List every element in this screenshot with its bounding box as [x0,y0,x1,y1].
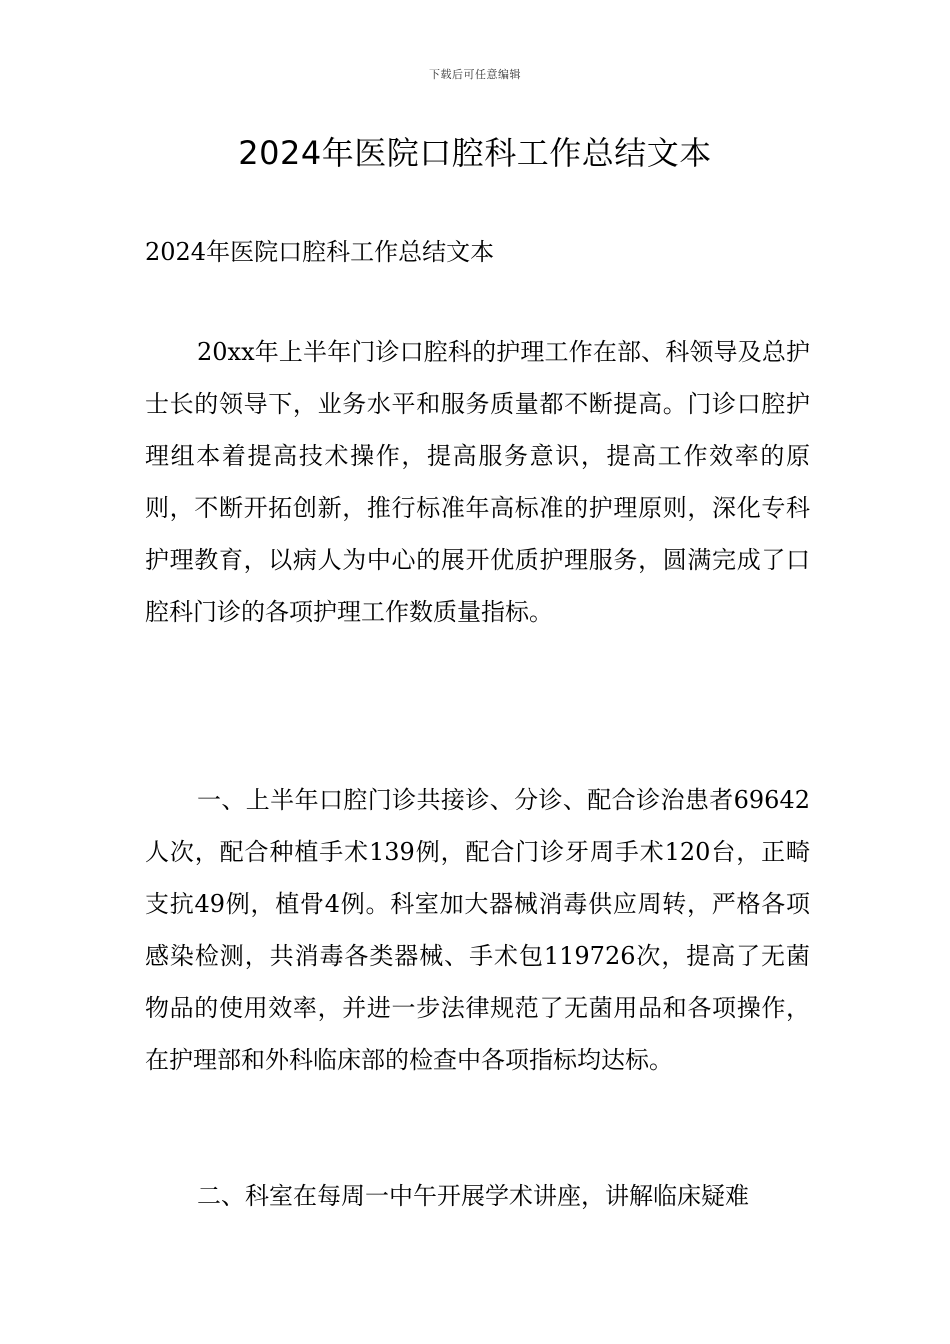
header-note: 下载后可任意编辑 [429,68,521,81]
document-subtitle: 2024年医院口腔科工作总结文本 [145,238,495,266]
paragraph-intro: 20xx年上半年门诊口腔科的护理工作在部、科领导及总护士长的领导下，业务水平和服务质量都不断提高。门诊口腔护理组本着提高技术操作，提高服务意识，提高工作效率的原则，不断开拓创新，推行标准年高标准的护理原则，深化专科护理教育，以病人为中心的展开优质护理服务，圆满完成了口腔科门诊的各项护理工作数质量指标。 [145,338,810,626]
paragraph-section-one: 一、上半年口腔门诊共接诊、分诊、配合诊治患者69642人次，配合种植手术139例，配合门诊牙周手术120台，正畸支抗49例，植骨4例。科室加大器械消毒供应周转，严格各项感染检测，共消毒各类器械、手术包119726次，提高了无菌物品的使用效率，并进一步法律规范了无菌用品和各项操作，在护理部和外科临床部的检查中各项指标均达标。 [145,786,810,1074]
paragraph-section-two: 二、科室在每周一中午开展学术讲座，讲解临床疑难 [197,1182,749,1210]
document-title: 2024年医院口腔科工作总结文本 [238,134,712,172]
